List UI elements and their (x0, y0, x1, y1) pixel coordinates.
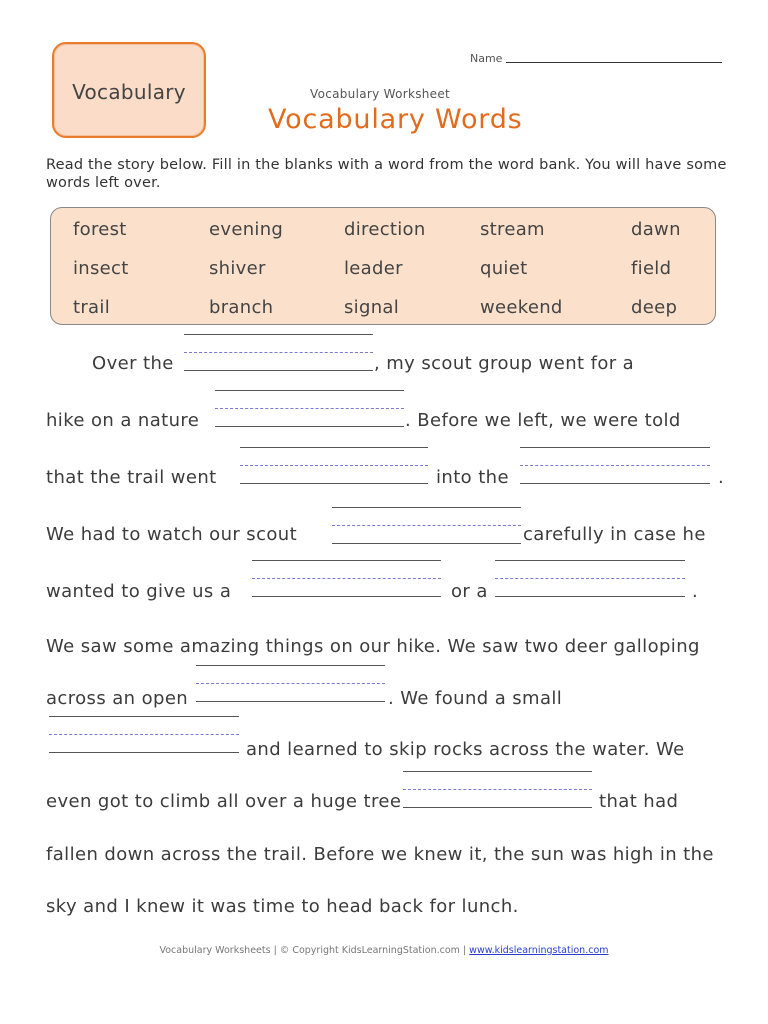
name-label: Name (470, 52, 503, 65)
answer-blank-2[interactable] (215, 390, 404, 432)
word-bank-item: weekend (480, 297, 563, 318)
answer-blank-4[interactable] (520, 447, 710, 489)
story-text: or a (451, 581, 488, 602)
story-text: , my scout group went for a (374, 353, 635, 374)
answer-blank-6[interactable] (252, 560, 441, 602)
story-text: We saw some amazing things on our hike. We saw two deer galloping (46, 636, 700, 657)
story-text: . We found a small (388, 688, 563, 709)
word-bank-item: trail (73, 297, 110, 318)
worksheet-subtitle: Vocabulary Worksheet (310, 87, 451, 101)
story-text: even got to climb all over a huge tree (46, 791, 402, 812)
word-bank-item: leader (344, 258, 403, 279)
answer-blank-7[interactable] (495, 560, 685, 602)
story-text: carefully in case he (523, 524, 706, 545)
story-text: across an open (46, 688, 189, 709)
worksheet-badge (52, 42, 206, 138)
story-text: that the trail went (46, 467, 217, 488)
story-text: wanted to give us a (46, 581, 232, 602)
word-bank-item: signal (344, 297, 400, 318)
word-bank-item: dawn (631, 219, 681, 240)
story-text: We had to watch our scout (46, 524, 298, 545)
footer (0, 945, 768, 956)
footer-link[interactable]: www.kidslearningstation.com (469, 945, 609, 956)
word-bank-item: direction (344, 219, 426, 240)
answer-blank-5[interactable] (332, 507, 521, 549)
word-bank-item: insect (73, 258, 129, 279)
word-bank-item: field (631, 258, 672, 279)
story-text: fallen down across the trail. Before we knew it, the sun was high in the (46, 844, 714, 865)
story-text: that had (599, 791, 679, 812)
story-text: hike on a nature (46, 410, 200, 431)
story-text: . Before we left, we were told (405, 410, 681, 431)
word-bank-item: quiet (480, 258, 528, 279)
instructions: Read the story below. Fill in the blanks with a word from the word bank. You will have some words left over. (46, 157, 727, 191)
word-bank-item: evening (209, 219, 284, 240)
story-text: . (692, 581, 699, 602)
story-text: and learned to skip rocks across the water. We (246, 739, 685, 760)
footer-text: Vocabulary Worksheets | © Copyright KidsLearningStation.com | (159, 945, 470, 956)
story-text: . (718, 467, 725, 488)
answer-blank-9[interactable] (49, 716, 239, 758)
story-text: sky and I knew it was time to head back for lunch. (46, 896, 519, 917)
story-text: Over the (92, 353, 174, 374)
word-bank-item: forest (73, 219, 127, 240)
answer-blank-10[interactable] (403, 771, 592, 813)
word-bank-item: deep (631, 297, 678, 318)
story-text: into the (436, 467, 509, 488)
word-bank-item: branch (209, 297, 274, 318)
answer-blank-1[interactable] (184, 334, 373, 376)
name-field[interactable] (506, 62, 722, 63)
word-bank-item: shiver (209, 258, 266, 279)
word-bank-item: stream (480, 219, 545, 240)
answer-blank-8[interactable] (196, 665, 385, 707)
answer-blank-3[interactable] (240, 447, 428, 489)
word-bank (50, 207, 716, 325)
badge-label: Vocabulary (72, 80, 186, 104)
page-title: Vocabulary Words (268, 104, 523, 135)
